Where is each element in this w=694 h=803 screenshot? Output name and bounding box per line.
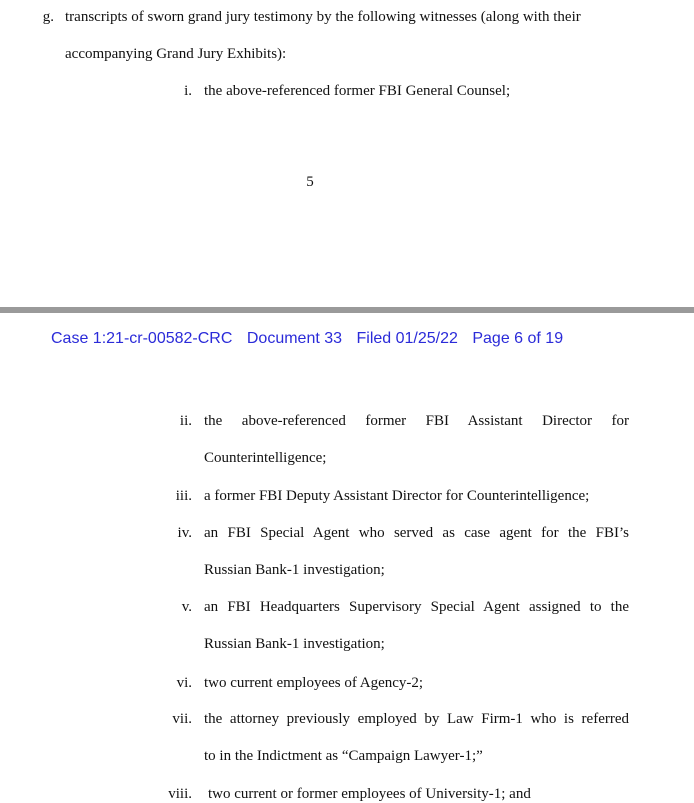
item-iv-line-2: Russian Bank-1 investigation; <box>204 562 385 578</box>
ecf-header-stamp <box>51 329 573 349</box>
item-vii-line-1: the attorney previously employed by Law Firm-1 who is referred <box>204 711 629 727</box>
page-6 <box>0 313 694 803</box>
item-iii-marker: iii. <box>175 488 192 504</box>
item-ii-line-1: the above-referenced former FBI Assistant Director for <box>204 413 629 429</box>
item-v-line-1: an FBI Headquarters Supervisory Special Agent assigned to the <box>204 599 629 615</box>
item-ii-marker: ii. <box>179 413 192 429</box>
item-g-marker: g. <box>42 9 54 25</box>
header-document: Document 33 <box>246 330 343 347</box>
item-i-marker: i. <box>184 83 192 99</box>
item-viii-marker: viii. <box>168 786 192 802</box>
item-iii-line-1: a former FBI Deputy Assistant Director for Counterintelligence; <box>204 488 590 504</box>
item-ii-line-2: Counterintelligence; <box>204 450 327 466</box>
page-5 <box>0 0 694 307</box>
item-i-text: the above-referenced former FBI General Counsel; <box>204 83 511 99</box>
item-v-marker: v. <box>181 599 192 615</box>
item-vii-line-2: to in the Indictment as “Campaign Lawyer-1;” <box>204 748 483 764</box>
header-page: Page 6 of 19 <box>472 330 564 347</box>
header-filed-date: Filed 01/25/22 <box>356 330 458 347</box>
item-vii-marker: vii. <box>172 711 192 727</box>
item-v-line-2: Russian Bank-1 investigation; <box>204 636 385 652</box>
page-number: 5 <box>306 174 314 190</box>
item-iv-line-1: an FBI Special Agent who served as case agent for the FBI’s <box>204 525 629 541</box>
item-g-line-2: accompanying Grand Jury Exhibits): <box>65 46 287 62</box>
item-viii-line-1: two current or former employees of University-1; and <box>208 786 531 802</box>
item-vi-line-1: two current employees of Agency-2; <box>204 675 424 691</box>
item-g-line-1: transcripts of sworn grand jury testimony by the following witnesses (along with their <box>65 9 581 25</box>
item-iv-marker: iv. <box>177 525 192 541</box>
item-vi-marker: vi. <box>176 675 192 691</box>
header-case-number: Case 1:21-cr-00582-CRC <box>51 330 233 347</box>
